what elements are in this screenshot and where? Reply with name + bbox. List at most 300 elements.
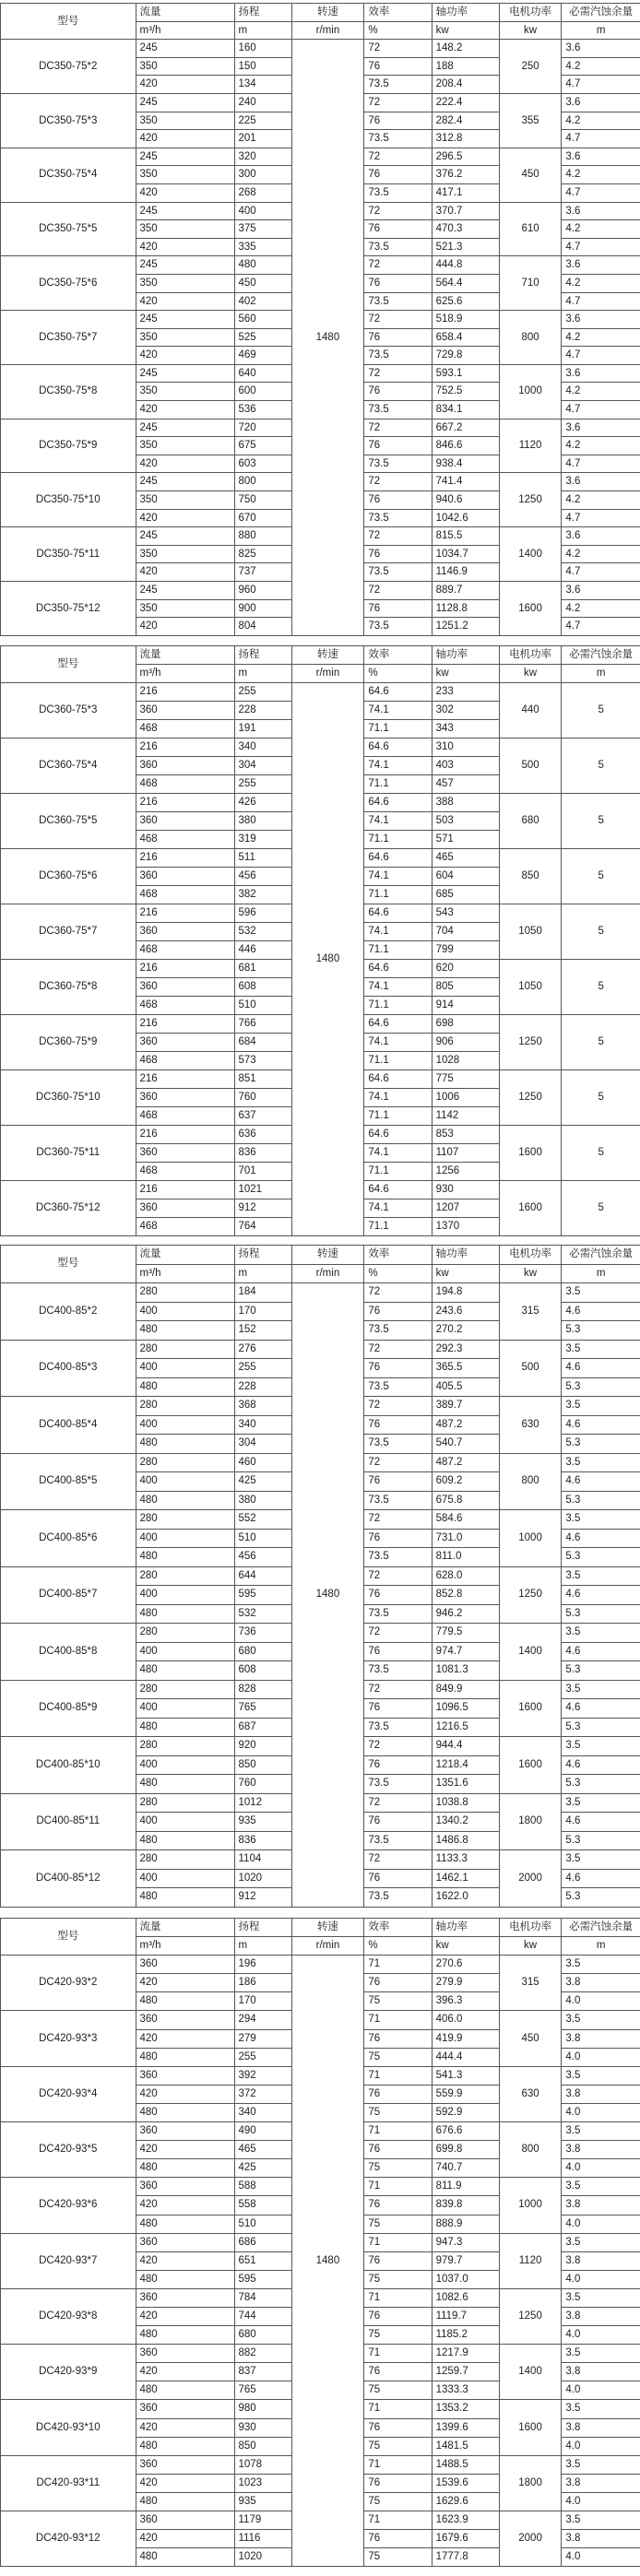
- shaft-power-cell: 752.5: [432, 383, 499, 401]
- shaft-power-cell: 604: [432, 868, 499, 886]
- flow-cell: 400: [136, 1415, 234, 1435]
- header-row: [1, 4, 640, 22]
- header-flow: 流量: [136, 646, 234, 665]
- efficiency-cell: 72: [364, 256, 432, 275]
- flow-cell: 280: [136, 1850, 234, 1870]
- flow-cell: 360: [136, 2288, 234, 2307]
- shaft-power-cell: 1623.9: [432, 2511, 499, 2530]
- efficiency-cell: 74.1: [364, 1034, 432, 1052]
- table-row: [1, 683, 640, 702]
- head-cell: 608: [234, 978, 291, 997]
- efficiency-cell: 76: [364, 166, 432, 184]
- unit-shaft-power: kw: [432, 21, 499, 40]
- shaft-power-cell: 1488.5: [432, 2455, 499, 2474]
- npsh-cell: 5.3: [562, 1548, 640, 1567]
- spec-table-3: [0, 1245, 640, 1908]
- shaft-power-cell: 906: [432, 1034, 499, 1052]
- flow-cell: 216: [136, 683, 234, 702]
- efficiency-cell: 71: [364, 1956, 432, 1974]
- flow-cell: 360: [136, 2455, 234, 2474]
- flow-cell: 360: [136, 1199, 234, 1218]
- model-cell: DC400-85*9: [1, 1680, 136, 1737]
- head-cell: 766: [234, 1015, 291, 1034]
- head-cell: 595: [234, 1586, 291, 1605]
- model-cell: DC400-85*10: [1, 1737, 136, 1794]
- motor-power-cell: 1000: [499, 2178, 562, 2233]
- head-cell: 675: [234, 437, 291, 455]
- speed-cell: 1480: [291, 683, 364, 1236]
- efficiency-cell: 76: [364, 1472, 432, 1492]
- model-cell: DC360-75*7: [1, 904, 136, 960]
- head-cell: 340: [234, 739, 291, 757]
- flow-cell: 420: [136, 401, 234, 419]
- efficiency-cell: 76: [364, 383, 432, 401]
- head-cell: 837: [234, 2363, 291, 2381]
- flow-cell: 400: [136, 1755, 234, 1775]
- efficiency-cell: 73.5: [364, 1491, 432, 1510]
- shaft-power-cell: 1259.7: [432, 2363, 499, 2381]
- flow-cell: 280: [136, 1624, 234, 1643]
- efficiency-cell: 72: [364, 364, 432, 383]
- head-cell: 1104: [234, 1850, 291, 1870]
- npsh-cell: 5: [562, 739, 640, 794]
- head-cell: 960: [234, 582, 291, 600]
- head-cell: 765: [234, 1699, 291, 1719]
- header-head: 扬程: [234, 1919, 291, 1937]
- shaft-power-cell: 914: [432, 997, 499, 1015]
- shaft-power-cell: 888.9: [432, 2215, 499, 2233]
- shaft-power-cell: 1028: [432, 1052, 499, 1070]
- head-cell: 510: [234, 997, 291, 1015]
- shaft-power-cell: 1462.1: [432, 1869, 499, 1888]
- head-cell: 1023: [234, 2474, 291, 2492]
- head-cell: 603: [234, 455, 291, 473]
- table-row: [1, 1283, 640, 1303]
- flow-cell: 245: [136, 311, 234, 329]
- npsh-cell: 3.5: [562, 2233, 640, 2251]
- npsh-cell: 5.3: [562, 1604, 640, 1624]
- flow-cell: 360: [136, 812, 234, 831]
- flow-cell: 420: [136, 347, 234, 365]
- motor-power-cell: 610: [499, 202, 562, 256]
- motor-power-cell: 1050: [499, 904, 562, 960]
- flow-cell: 350: [136, 328, 234, 347]
- model-cell: DC420-93*10: [1, 2400, 136, 2455]
- head-cell: 225: [234, 112, 291, 130]
- flow-cell: 360: [136, 2511, 234, 2530]
- head-cell: 268: [234, 183, 291, 202]
- shaft-power-cell: 1481.5: [432, 2437, 499, 2455]
- flow-cell: 480: [136, 1831, 234, 1850]
- flow-cell: 216: [136, 960, 234, 978]
- unit-speed: r/min: [291, 1937, 364, 1956]
- head-cell: 681: [234, 960, 291, 978]
- header-shaft-power: 轴功率: [432, 4, 499, 22]
- shaft-power-cell: 740.7: [432, 2159, 499, 2178]
- flow-cell: 280: [136, 1566, 234, 1586]
- flow-cell: 480: [136, 2103, 234, 2121]
- efficiency-cell: 74.1: [364, 702, 432, 720]
- flow-cell: 420: [136, 2251, 234, 2270]
- shaft-power-cell: 148.2: [432, 40, 499, 58]
- shaft-power-cell: 731.0: [432, 1529, 499, 1548]
- npsh-cell: 4.7: [562, 183, 640, 202]
- model-cell: DC350-75*3: [1, 93, 136, 148]
- shaft-power-cell: 944.4: [432, 1737, 499, 1756]
- head-cell: 760: [234, 1775, 291, 1794]
- efficiency-cell: 72: [364, 93, 432, 112]
- efficiency-cell: 73.5: [364, 1548, 432, 1567]
- unit-shaft-power: kw: [432, 665, 499, 683]
- npsh-cell: 4.0: [562, 2548, 640, 2567]
- shaft-power-cell: 1256: [432, 1163, 499, 1181]
- head-cell: 930: [234, 2418, 291, 2437]
- efficiency-cell: 71.1: [364, 1107, 432, 1126]
- efficiency-cell: 76: [364, 1699, 432, 1719]
- unit-flow: m³/h: [136, 1264, 234, 1283]
- flow-cell: 480: [136, 1435, 234, 1454]
- header-speed: 转速: [291, 4, 364, 22]
- efficiency-cell: 76: [364, 1302, 432, 1321]
- flow-cell: 245: [136, 364, 234, 383]
- head-cell: 825: [234, 545, 291, 563]
- model-cell: DC400-85*3: [1, 1340, 136, 1397]
- motor-power-cell: 1000: [499, 364, 562, 419]
- flow-cell: 480: [136, 1888, 234, 1908]
- npsh-cell: 5.3: [562, 1435, 640, 1454]
- flow-cell: 420: [136, 130, 234, 148]
- unit-efficiency: %: [364, 21, 432, 40]
- npsh-cell: 3.8: [562, 2307, 640, 2325]
- head-cell: 851: [234, 1070, 291, 1089]
- head-cell: 372: [234, 2085, 291, 2103]
- npsh-cell: 3.5: [562, 2400, 640, 2418]
- unit-flow: m³/h: [136, 665, 234, 683]
- head-cell: 882: [234, 2345, 291, 2363]
- flow-cell: 420: [136, 2474, 234, 2492]
- head-cell: 600: [234, 383, 291, 401]
- header-npsh: 必需汽蚀余量: [562, 4, 640, 22]
- shaft-power-cell: 1629.6: [432, 2492, 499, 2511]
- header-efficiency: 效率: [364, 1246, 432, 1265]
- header-shaft-power: 轴功率: [432, 1246, 499, 1265]
- efficiency-cell: 76: [364, 2141, 432, 2159]
- flow-cell: 360: [136, 702, 234, 720]
- efficiency-cell: 71: [364, 2345, 432, 2363]
- npsh-cell: 4.2: [562, 599, 640, 618]
- flow-cell: 245: [136, 473, 234, 491]
- npsh-cell: 3.5: [562, 2511, 640, 2530]
- shaft-power-cell: 1340.2: [432, 1813, 499, 1832]
- npsh-cell: 4.2: [562, 545, 640, 563]
- head-cell: 340: [234, 1415, 291, 1435]
- head-cell: 425: [234, 2159, 291, 2178]
- head-cell: 196: [234, 1956, 291, 1974]
- model-cell: DC420-93*5: [1, 2122, 136, 2178]
- flow-cell: 245: [136, 582, 234, 600]
- shaft-power-cell: 543: [432, 904, 499, 923]
- flow-cell: 420: [136, 238, 234, 256]
- model-cell: DC350-75*2: [1, 40, 136, 94]
- flow-cell: 480: [136, 1377, 234, 1397]
- shaft-power-cell: 1006: [432, 1089, 499, 1107]
- npsh-cell: 4.2: [562, 220, 640, 239]
- efficiency-cell: 76: [364, 1974, 432, 1992]
- header-model: 型号: [1, 4, 136, 40]
- model-cell: DC360-75*8: [1, 960, 136, 1015]
- head-cell: 456: [234, 1548, 291, 1567]
- efficiency-cell: 72: [364, 202, 432, 220]
- model-cell: DC420-93*12: [1, 2511, 136, 2567]
- shaft-power-cell: 376.2: [432, 166, 499, 184]
- npsh-cell: 3.5: [562, 1737, 640, 1756]
- flow-cell: 360: [136, 2233, 234, 2251]
- header-npsh: 必需汽蚀余量: [562, 1246, 640, 1265]
- head-cell: 1078: [234, 2455, 291, 2474]
- unit-head: m: [234, 21, 291, 40]
- flow-cell: 480: [136, 1775, 234, 1794]
- flow-cell: 420: [136, 292, 234, 311]
- npsh-cell: 3.6: [562, 311, 640, 329]
- model-cell: DC360-75*9: [1, 1015, 136, 1070]
- head-cell: 450: [234, 274, 291, 292]
- efficiency-cell: 71.1: [364, 1218, 432, 1236]
- npsh-cell: 4.7: [562, 563, 640, 582]
- efficiency-cell: 73.5: [364, 130, 432, 148]
- unit-speed: r/min: [291, 665, 364, 683]
- model-cell: DC420-93*8: [1, 2288, 136, 2344]
- shaft-power-cell: 1119.7: [432, 2307, 499, 2325]
- head-cell: 134: [234, 76, 291, 94]
- efficiency-cell: 76: [364, 1586, 432, 1605]
- efficiency-cell: 76: [364, 274, 432, 292]
- efficiency-cell: 71: [364, 2400, 432, 2418]
- efficiency-cell: 75: [364, 1992, 432, 2011]
- shaft-power-cell: 388: [432, 794, 499, 812]
- shaft-power-cell: 1082.6: [432, 2288, 499, 2307]
- npsh-cell: 4.6: [562, 1415, 640, 1435]
- npsh-cell: 5.3: [562, 1661, 640, 1681]
- head-cell: 150: [234, 57, 291, 76]
- head-cell: 686: [234, 2233, 291, 2251]
- model-cell: DC350-75*6: [1, 256, 136, 311]
- shaft-power-cell: 465: [432, 849, 499, 868]
- model-cell: DC420-93*6: [1, 2178, 136, 2233]
- model-cell: DC400-85*6: [1, 1510, 136, 1567]
- flow-cell: 245: [136, 419, 234, 437]
- npsh-cell: 4.7: [562, 618, 640, 636]
- unit-motor-power: kw: [499, 1264, 562, 1283]
- shaft-power-cell: 503: [432, 812, 499, 831]
- header-efficiency: 效率: [364, 1919, 432, 1937]
- head-cell: 380: [234, 812, 291, 831]
- npsh-cell: 4.2: [562, 112, 640, 130]
- shaft-power-cell: 609.2: [432, 1472, 499, 1492]
- npsh-cell: 3.5: [562, 1956, 640, 1974]
- shaft-power-cell: 593.1: [432, 364, 499, 383]
- npsh-cell: 5: [562, 849, 640, 904]
- npsh-cell: 5.3: [562, 1888, 640, 1908]
- speed-cell: 1480: [291, 1283, 364, 1908]
- motor-power-cell: 440: [499, 683, 562, 739]
- flow-cell: 280: [136, 1397, 234, 1416]
- shaft-power-cell: 974.7: [432, 1642, 499, 1661]
- model-cell: DC400-85*4: [1, 1397, 136, 1454]
- head-cell: 836: [234, 1144, 291, 1163]
- head-cell: 765: [234, 2381, 291, 2400]
- npsh-cell: 3.8: [562, 2418, 640, 2437]
- head-cell: 912: [234, 1199, 291, 1218]
- flow-cell: 216: [136, 739, 234, 757]
- head-cell: 836: [234, 1831, 291, 1850]
- flow-cell: 468: [136, 1107, 234, 1126]
- efficiency-cell: 64.6: [364, 849, 432, 868]
- shaft-power-cell: 389.7: [432, 1397, 499, 1416]
- shaft-power-cell: 853: [432, 1126, 499, 1144]
- head-cell: 184: [234, 1283, 291, 1303]
- efficiency-cell: 73.5: [364, 1831, 432, 1850]
- head-cell: 850: [234, 2437, 291, 2455]
- motor-power-cell: 1800: [499, 2455, 562, 2511]
- flow-cell: 245: [136, 527, 234, 546]
- head-cell: 912: [234, 1888, 291, 1908]
- shaft-power-cell: 625.6: [432, 292, 499, 311]
- npsh-cell: 3.5: [562, 1510, 640, 1530]
- head-cell: 828: [234, 1680, 291, 1699]
- npsh-cell: 5: [562, 1070, 640, 1126]
- model-cell: DC360-75*5: [1, 794, 136, 849]
- head-cell: 935: [234, 2492, 291, 2511]
- motor-power-cell: 2000: [499, 1850, 562, 1908]
- efficiency-cell: 74.1: [364, 812, 432, 831]
- head-cell: 701: [234, 1163, 291, 1181]
- npsh-cell: 4.7: [562, 292, 640, 311]
- header-efficiency: 效率: [364, 4, 432, 22]
- header-shaft-power: 轴功率: [432, 646, 499, 665]
- efficiency-cell: 73.5: [364, 563, 432, 582]
- efficiency-cell: 72: [364, 311, 432, 329]
- npsh-cell: 4.6: [562, 1302, 640, 1321]
- flow-cell: 280: [136, 1453, 234, 1472]
- npsh-cell: 3.6: [562, 473, 640, 491]
- efficiency-cell: 71: [364, 2455, 432, 2474]
- header-npsh: 必需汽蚀余量: [562, 1919, 640, 1937]
- npsh-cell: 3.5: [562, 1340, 640, 1359]
- shaft-power-cell: 312.8: [432, 130, 499, 148]
- npsh-cell: 3.5: [562, 2345, 640, 2363]
- shaft-power-cell: 1486.8: [432, 1831, 499, 1850]
- flow-cell: 360: [136, 2122, 234, 2141]
- efficiency-cell: 73.5: [364, 1718, 432, 1737]
- npsh-cell: 4.7: [562, 455, 640, 473]
- efficiency-cell: 71.1: [364, 1163, 432, 1181]
- flow-cell: 420: [136, 2530, 234, 2548]
- efficiency-cell: 71: [364, 2066, 432, 2085]
- head-cell: 255: [234, 683, 291, 702]
- shaft-power-cell: 947.3: [432, 2233, 499, 2251]
- efficiency-cell: 72: [364, 1680, 432, 1699]
- npsh-cell: 4.0: [562, 1992, 640, 2011]
- shaft-power-cell: 698: [432, 1015, 499, 1034]
- shaft-power-cell: 1081.3: [432, 1661, 499, 1681]
- model-cell: DC350-75*12: [1, 582, 136, 636]
- efficiency-cell: 64.6: [364, 739, 432, 757]
- efficiency-cell: 75: [364, 2159, 432, 2178]
- head-cell: 764: [234, 1218, 291, 1236]
- shaft-power-cell: 1107: [432, 1144, 499, 1163]
- head-cell: 532: [234, 1604, 291, 1624]
- spec-table-2: [0, 645, 640, 1236]
- npsh-cell: 5.3: [562, 1775, 640, 1794]
- flow-cell: 480: [136, 2270, 234, 2288]
- flow-cell: 420: [136, 2085, 234, 2103]
- efficiency-cell: 76: [364, 1359, 432, 1378]
- shaft-power-cell: 487.2: [432, 1415, 499, 1435]
- npsh-cell: 4.2: [562, 383, 640, 401]
- shaft-power-cell: 279.9: [432, 1974, 499, 1992]
- flow-cell: 360: [136, 978, 234, 997]
- header-speed: 转速: [291, 646, 364, 665]
- head-cell: 490: [234, 2122, 291, 2141]
- shaft-power-cell: 676.6: [432, 2122, 499, 2141]
- header-motor-power: 电机功率: [499, 1246, 562, 1265]
- flow-cell: 400: [136, 1472, 234, 1492]
- head-cell: 1020: [234, 1869, 291, 1888]
- efficiency-cell: 76: [364, 1869, 432, 1888]
- flow-cell: 216: [136, 849, 234, 868]
- unit-efficiency: %: [364, 1264, 432, 1283]
- head-cell: 684: [234, 1034, 291, 1052]
- npsh-cell: 3.6: [562, 419, 640, 437]
- unit-flow: m³/h: [136, 1937, 234, 1956]
- flow-cell: 480: [136, 2437, 234, 2455]
- flow-cell: 468: [136, 1218, 234, 1236]
- efficiency-cell: 76: [364, 1415, 432, 1435]
- motor-power-cell: 1000: [499, 1510, 562, 1567]
- motor-power-cell: 800: [499, 2122, 562, 2178]
- shaft-power-cell: 834.1: [432, 401, 499, 419]
- head-cell: 152: [234, 1321, 291, 1341]
- header-motor-power: 电机功率: [499, 4, 562, 22]
- efficiency-cell: 64.6: [364, 1181, 432, 1199]
- model-cell: DC400-85*5: [1, 1453, 136, 1510]
- motor-power-cell: 1250: [499, 1566, 562, 1624]
- flow-cell: 216: [136, 904, 234, 923]
- head-cell: 300: [234, 166, 291, 184]
- shaft-power-cell: 419.9: [432, 2029, 499, 2048]
- npsh-cell: 3.5: [562, 1283, 640, 1303]
- efficiency-cell: 76: [364, 1642, 432, 1661]
- shaft-power-cell: 403: [432, 757, 499, 775]
- efficiency-cell: 73.5: [364, 618, 432, 636]
- header-efficiency: 效率: [364, 646, 432, 665]
- unit-speed: r/min: [291, 1264, 364, 1283]
- shaft-power-cell: 1133.3: [432, 1850, 499, 1870]
- shaft-power-cell: 1037.0: [432, 2270, 499, 2288]
- flow-cell: 468: [136, 1052, 234, 1070]
- head-cell: 720: [234, 419, 291, 437]
- flow-cell: 216: [136, 794, 234, 812]
- head-cell: 737: [234, 563, 291, 582]
- npsh-cell: 4.2: [562, 57, 640, 76]
- npsh-cell: 3.5: [562, 1680, 640, 1699]
- head-cell: 558: [234, 2196, 291, 2215]
- flow-cell: 480: [136, 2548, 234, 2567]
- efficiency-cell: 76: [364, 599, 432, 618]
- npsh-cell: 4.0: [562, 2381, 640, 2400]
- efficiency-cell: 75: [364, 2437, 432, 2455]
- motor-power-cell: 250: [499, 40, 562, 94]
